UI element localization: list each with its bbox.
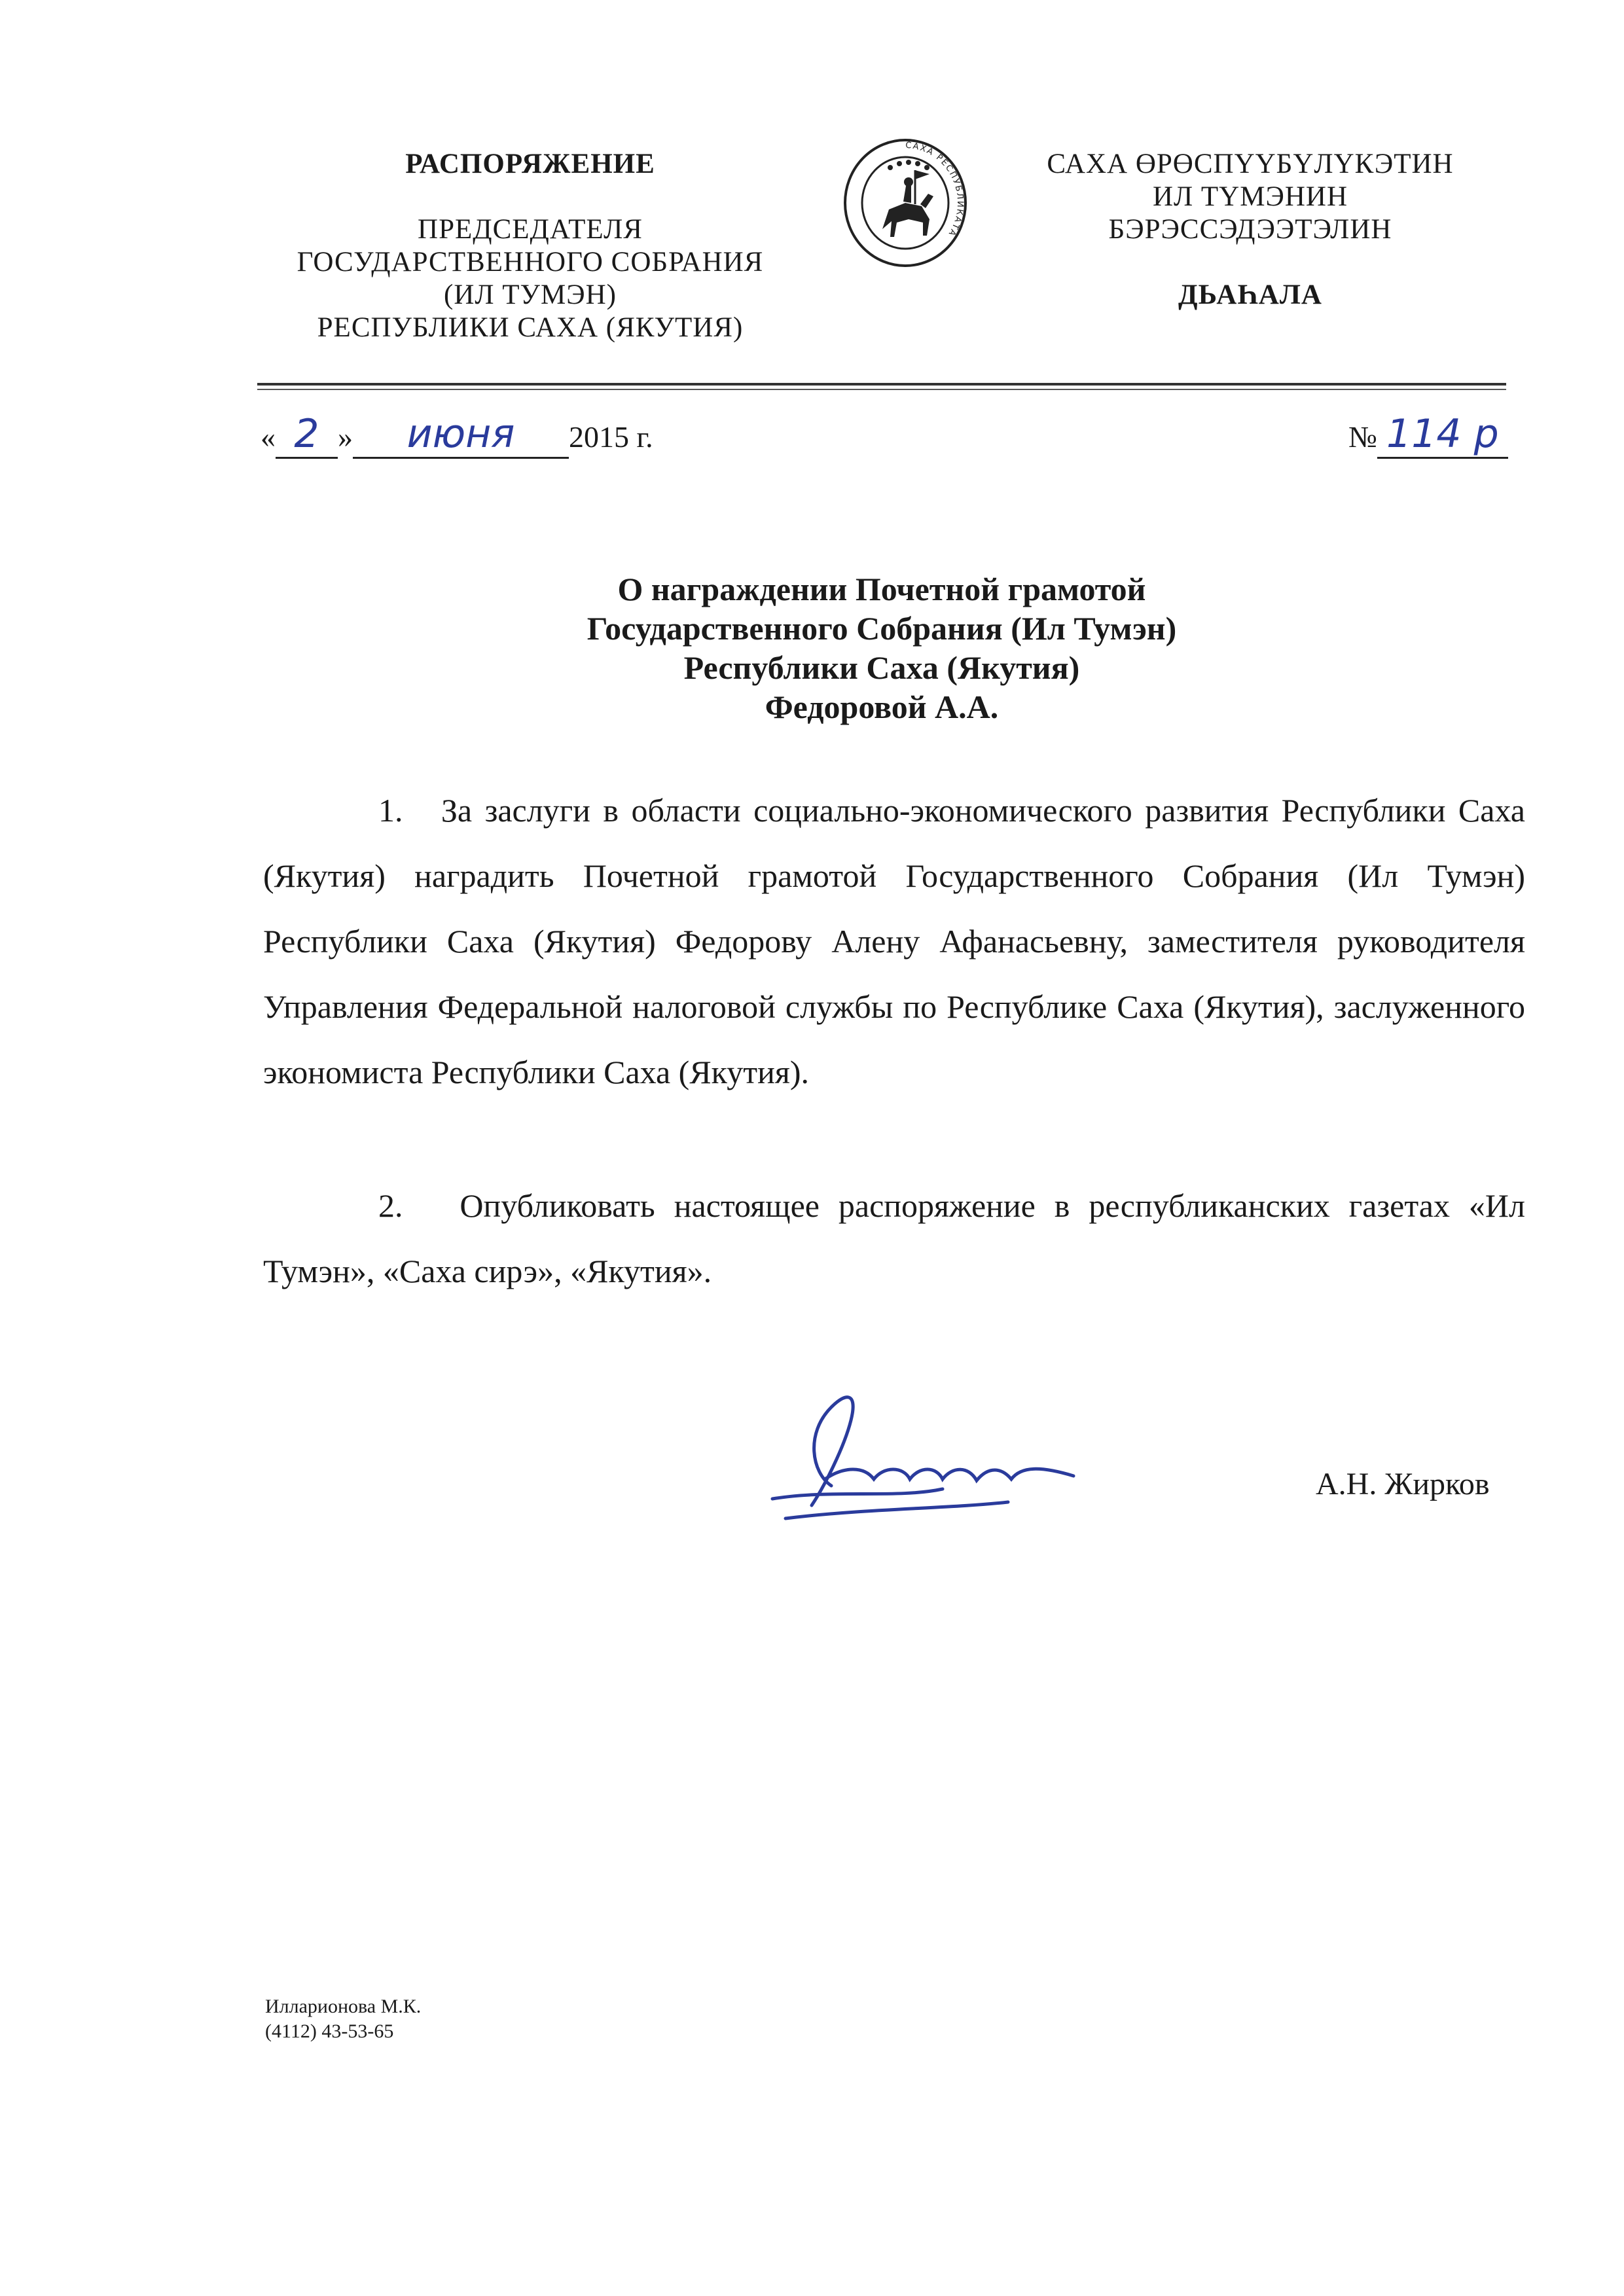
- body-paragraph-1: 1. За заслуги в области социально-экономического развития Республики Саха (Якутия) наградить Почетной грамотой Государственного Собрания (Ил Тумэн) Республики Саха (Якутия) Федорову Алену Афанасьевну, заместителя руководителя Управления Федеральной налоговой службы по Республике Саха (Якутия), заслуженного экономиста Республики Саха (Якутия).: [263, 792, 1525, 1090]
- handwritten-signature: [733, 1368, 1126, 1532]
- number-field: [1348, 411, 1508, 459]
- issuer-line-2: ГОСУДАРСТВЕННОГО СОБРАНИЯ: [297, 247, 764, 278]
- number-label: №: [1348, 420, 1377, 454]
- issuer-line-1: ПРЕДСЕДАТЕЛЯ: [418, 214, 643, 245]
- svg-text:САХА РЕСПУБЛИКАТА: [905, 141, 965, 238]
- issuer-yakut-line-2: ИЛ ТҮМЭНИН: [1152, 181, 1348, 212]
- doc-number: 114 р: [1377, 411, 1508, 459]
- date-field: « 2 » июня 2015 г.: [261, 411, 653, 459]
- document-title: [257, 569, 1506, 726]
- issuer-yakut-line-3: БЭРЭССЭДЭЭТЭЛИН: [1108, 214, 1392, 245]
- title-line-1: О награждении Почетной грамотой: [617, 571, 1146, 607]
- title-line-2: Государственного Собрания (Ил Тумэн): [586, 610, 1177, 647]
- doc-type-title: РАСПОРЯЖЕНИЕ: [405, 149, 655, 179]
- issuer-yakut-line-1: САХА ӨРӨСПҮҮБҮЛҮКЭТИН: [1047, 149, 1454, 179]
- executor-phone: (4112) 43-53-65: [265, 2020, 394, 2042]
- executor-footer: [265, 1994, 421, 2044]
- date-day: 2: [276, 411, 338, 459]
- signatory-name: А.Н. Жирков: [1316, 1467, 1490, 1501]
- issuer-line-3: (ИЛ ТУМЭН): [444, 279, 617, 310]
- sakha-republic-emblem-icon: [843, 131, 967, 275]
- header-divider-thin: [257, 389, 1506, 390]
- date-month: июня: [353, 411, 569, 459]
- issuer-line-4: РЕСПУБЛИКИ САХА (ЯКУТИЯ): [317, 312, 744, 343]
- title-line-4: Федоровой А.А.: [765, 689, 999, 725]
- body-paragraph-2: 2. Опубликовать настоящее распоряжение в республиканских газетах «Ил Тумэн», «Саха сирэ», «Якутия».: [263, 1187, 1525, 1289]
- header-right: [1001, 148, 1499, 312]
- doc-type-title-yakut: ДЬАҺАЛА: [1178, 279, 1322, 310]
- emblem-ring-text: САХА РЕСПУБЛИКАТА: [905, 140, 965, 239]
- executor-name: Илларионова М.К.: [265, 1996, 422, 2017]
- title-line-3: Республики Саха (Якутия): [683, 649, 1080, 686]
- date-year: 2015 г.: [569, 420, 653, 454]
- header-divider: [257, 383, 1506, 386]
- header-left: [249, 148, 812, 344]
